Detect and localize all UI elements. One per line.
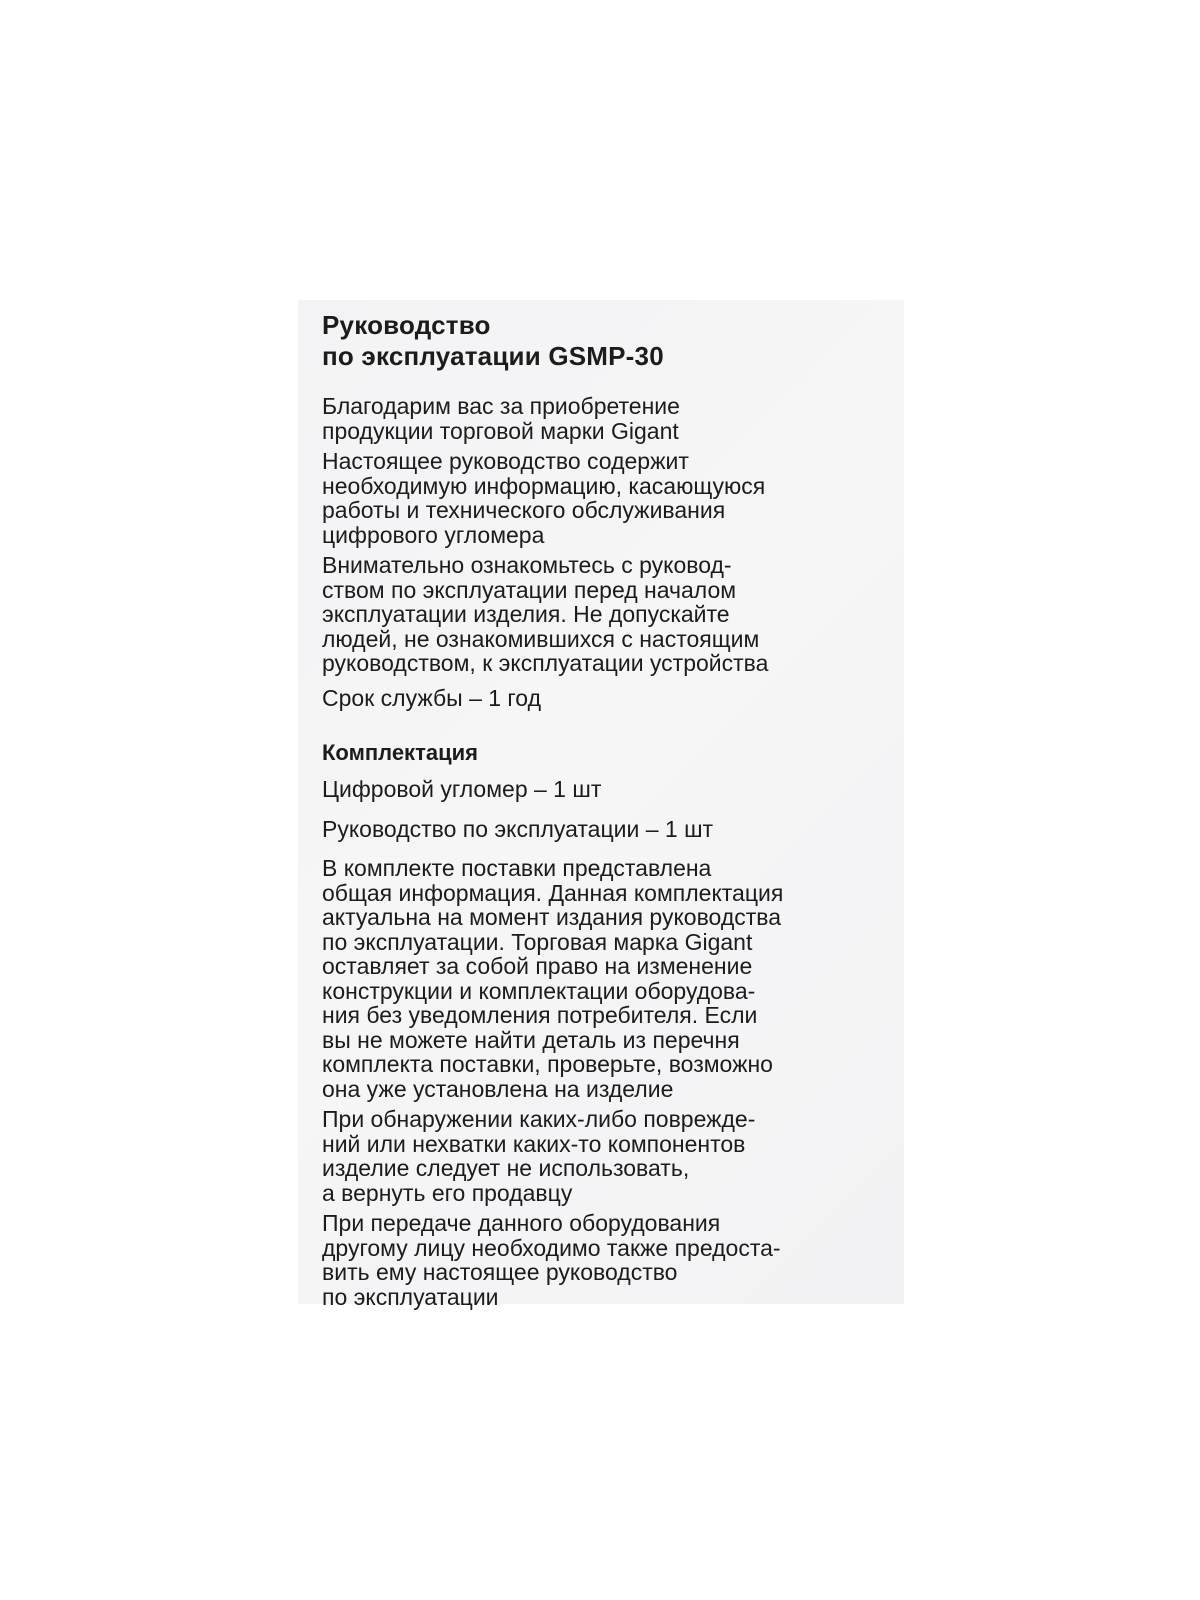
kit-item: Цифровой угломер – 1 шт xyxy=(322,776,602,802)
text-line: конструкции и комплектации оборудова- xyxy=(322,977,756,1004)
text-line: по эксплуатации. Торговая марка Gigant xyxy=(322,928,753,955)
text-line: другому лицу необходимо также предоста- xyxy=(322,1234,781,1261)
kit-paragraph-3 xyxy=(322,1211,904,1309)
text-line: она уже установлена на изделие xyxy=(322,1075,674,1102)
intro-paragraph-3 xyxy=(322,553,904,676)
text-line: вить ему настоящее руководство xyxy=(322,1259,678,1285)
text-line: Благодарим вас за приобретение xyxy=(322,393,680,419)
title-line-1: Руководство xyxy=(322,310,491,340)
text-line: актуальна на момент издания руководства xyxy=(322,904,782,930)
text-line: работы и технического обслуживания xyxy=(322,497,726,523)
text-line: комплекта поставки, проверьте, возможно xyxy=(322,1051,773,1077)
text-line: В комплекте поставки представлена xyxy=(322,855,712,881)
text-line: оставляет за собой право на изменение xyxy=(322,953,753,979)
kit-paragraph-2 xyxy=(322,1107,904,1205)
service-life xyxy=(322,686,904,711)
text-line: Срок службы – 1 год xyxy=(322,684,542,711)
text-line: вы не можете найти деталь из перечня xyxy=(322,1026,740,1053)
text-line: руководством, к эксплуатации устройства xyxy=(322,650,769,676)
text-line: При передаче данного оборудования xyxy=(322,1210,721,1236)
manual-page xyxy=(298,300,904,1310)
text-line: необходимую информацию, касающуюся xyxy=(322,472,766,499)
text-line: по эксплуатации xyxy=(322,1283,499,1310)
text-line: ством по эксплуатации перед началом xyxy=(322,576,737,603)
kit-paragraph-1 xyxy=(322,856,904,1101)
text-line: ния без уведомления потребителя. Если xyxy=(322,1002,758,1028)
text-line: общая информация. Данная комплектация xyxy=(322,879,784,906)
text-line: Настоящее руководство содержит xyxy=(322,448,689,474)
text-line: При обнаружении каких-либо поврежде- xyxy=(322,1106,756,1132)
text-line: эксплуатации изделия. Не допускайте xyxy=(322,601,730,627)
text-line: ний или нехватки каких-то компонентов xyxy=(322,1130,746,1157)
text-line: продукции торговой марки Gigant xyxy=(322,417,679,444)
text-line: а вернуть его продавцу xyxy=(322,1179,573,1206)
text-line: людей, не ознакомившихся с настоящим xyxy=(322,625,760,652)
page-title xyxy=(322,310,904,372)
intro-paragraph-1 xyxy=(322,394,904,443)
text-line: цифрового угломера xyxy=(322,521,545,548)
kit-heading: Комплектация xyxy=(322,740,478,765)
title-line-2: по эксплуатации GSMP-30 xyxy=(322,341,664,371)
text-line: Внимательно ознакомьтесь с руковод- xyxy=(322,552,732,578)
intro-paragraph-2 xyxy=(322,449,904,547)
kit-item: Руководство по эксплуатации – 1 шт xyxy=(322,816,714,842)
text-line: изделие следует не использовать, xyxy=(322,1155,690,1181)
